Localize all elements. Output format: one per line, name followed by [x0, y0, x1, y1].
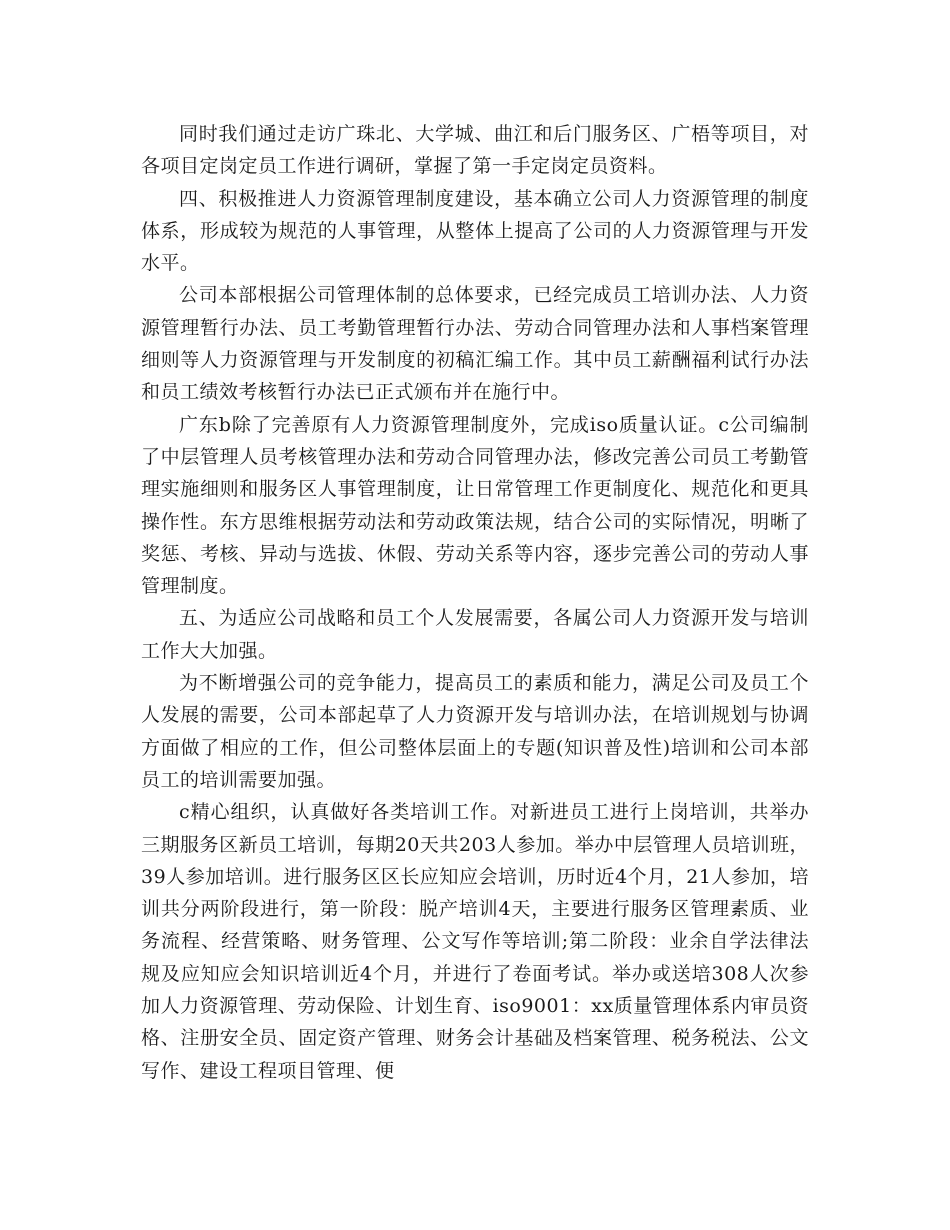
document-body — [141, 118, 809, 1087]
paragraph-3: 公司本部根据公司管理体制的总体要求，已经完成员工培训办法、人力资源管理暂行办法、员工考勤管理暂行办法、劳动合同管理办法和人事档案管理细则等人力资源管理与开发制度的初稿汇编工作。其中员工薪酬福利试行办法和员工绩效考核暂行办法已正式颁布并在施行中。 — [141, 284, 809, 404]
paragraph-5: 五、为适应公司战略和员工个人发展需要，各属公司人力资源开发与培训工作大大加强。 — [141, 607, 809, 662]
paragraph-7: c精心组织，认真做好各类培训工作。对新进员工进行上岗培训，共举办三期服务区新员工培训，每期20天共203人参加。举办中层管理人员培训班，39人参加培训。进行服务区区长应知应会培训，历时近4个月，21人参加，培训共分两阶段进行，第一阶段：脱产培训4天，主要进行服务区管理素质、业务流程、经营策略、财务管理、公文写作等培训;第二阶段：业余自学法律法规及应知应会知识培训近4个月，并进行了卷面考试。举办或送培308人次参加人力资源管理、劳动保险、计划生育、iso9001：xx质量管理体系内审员资格、注册安全员、固定资产管理、财务会计基础及档案管理、税务税法、公文写作、建设工程项目管理、便 — [141, 801, 809, 1082]
paragraph-6: 为不断增强公司的竞争能力，提高员工的素质和能力，满足公司及员工个人发展的需要，公司本部起草了人力资源开发与培训办法，在培训规划与协调方面做了相应的工作，但公司整体层面上的专题(知识普及性)培训和公司本部员工的培训需要加强。 — [141, 672, 809, 791]
paragraph-2: 四、积极推进人力资源管理制度建设，基本确立公司人力资源管理的制度体系，形成较为规范的人事管理，从整体上提高了公司的人力资源管理与开发水平。 — [141, 187, 809, 275]
paragraph-4: 广东b除了完善原有人力资源管理制度外，完成iso质量认证。c公司编制了中层管理人员考核管理办法和劳动合同管理办法，修改完善公司员工考勤管理实施细则和服务区人事管理制度，让日常管理工作更制度化、规范化和更具操作性。东方思维根据劳动法和劳动政策法规，结合公司的实际情况，明晰了奖惩、考核、异动与选拔、休假、劳动关系等内容，逐步完善公司的劳动人事管理制度。 — [141, 413, 809, 598]
paragraph-1: 同时我们通过走访广珠北、大学城、曲江和后门服务区、广梧等项目，对各项目定岗定员工作进行调研，掌握了第一手定岗定员资料。 — [141, 123, 809, 178]
